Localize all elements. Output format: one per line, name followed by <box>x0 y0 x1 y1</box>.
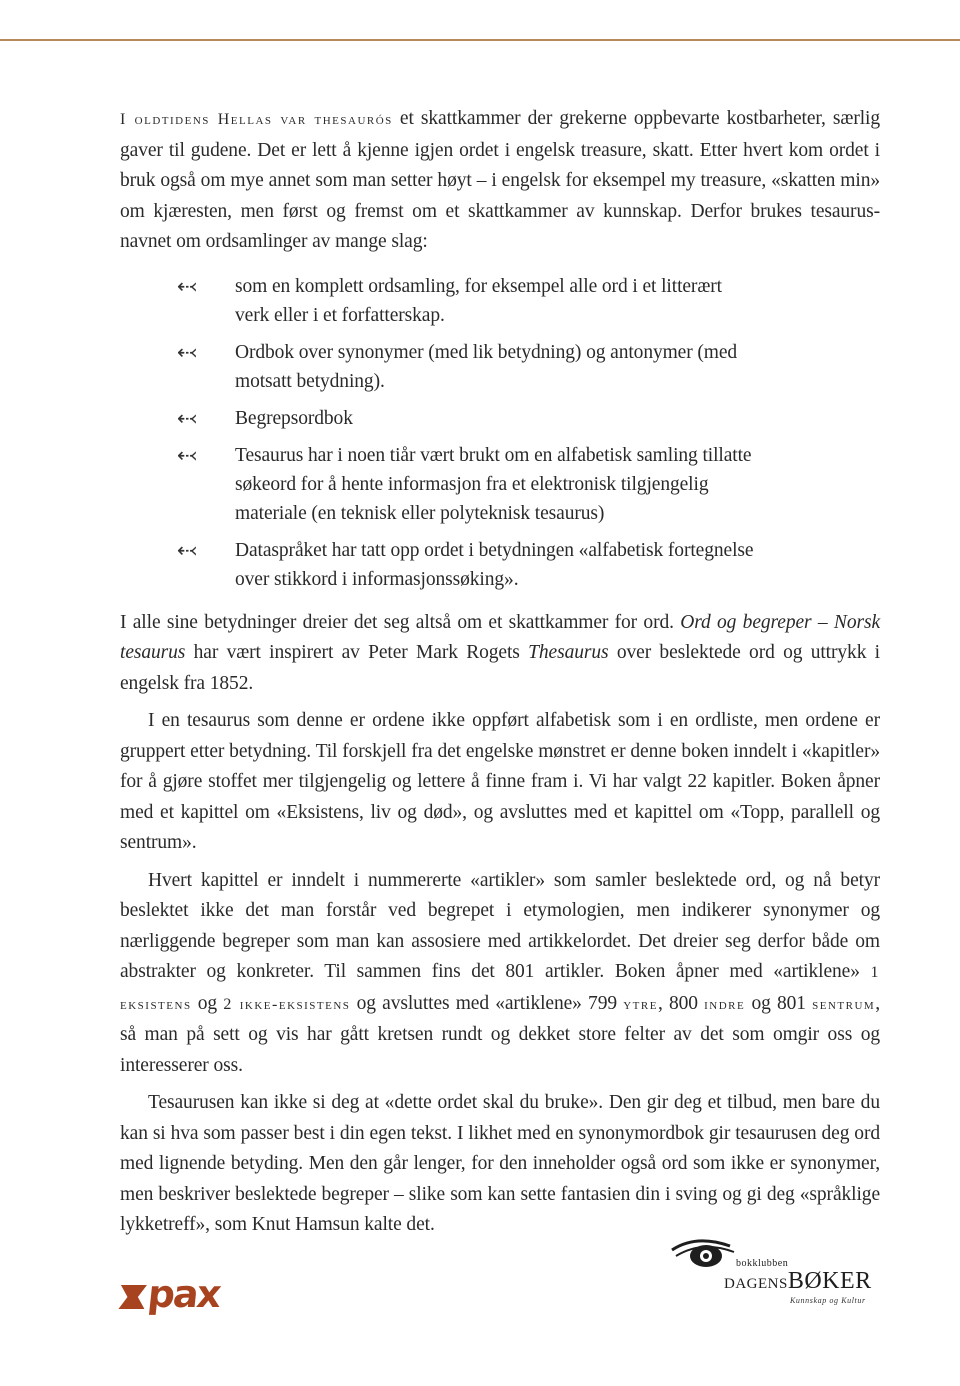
double-arrow-icon: ⇠‹ <box>177 537 194 562</box>
dagens-boker-logo <box>668 1232 878 1304</box>
paragraph-offer: Tesaurusen kan ikke si deg at «dette ordet skal du bruke». Den gir deg et tilbud, men bare du kan si hva som passer best i din egen tekst. I likhet med en synonymordbok gir tesaurusen deg ord med lignende betyding. Men den går lenger, for den inneholder også ord som ikke er synonymer, men beskriver beslektede begreper – slike som kan sette fantasien din i sving og gi deg «språklige lykketreff», som Knut Hamsun kalte det. <box>120 1092 880 1235</box>
double-arrow-icon: ⇠‹ <box>177 442 194 467</box>
list-item: ⇠‹ Dataspråket har tatt opp ordet i betydningen «alfabetisk fortegnelse over stikkord i informasjonssøking». <box>177 537 754 590</box>
paragraph-roget: I alle sine betydninger dreier det seg altså om et skattkammer for ord. Ord og begreper – Norsk tesaurus har vært inspirert av Peter Mark Rogets Thesaurus over beslektede ord og uttrykk i engelsk fra 1852. <box>120 611 881 694</box>
list-item: ⇠‹ Tesaurus har i noen tiår vært brukt om en alfabetisk samling tillatte søkeord for å hente informasjon fra et elektronisk tilgjengelig materiale (en teknisk eller polyteknisk tesaurus) <box>177 442 752 524</box>
book-title: Ord og begreper – Norsk tesaurus <box>120 611 880 663</box>
paragraph-chapters: I en tesaurus som denne er ordene ikke oppført alfabetisk som i en ordliste, men ordene er gruppert etter betydning. Til forskjell fra det engelske mønstret er denne boken inndelt i «kapitler» for å gjøre stoffet mer tilgjengelig og lettere å finne fram i. Vi har valgt 22 kapitler. Boken åpner med et kapittel om «Eksistens, liv og død», og avsluttes med et kapittel om «Topp, parallell og sentrum». <box>120 710 880 853</box>
intro-paragraph <box>120 104 880 258</box>
body-text <box>120 104 880 1241</box>
brand-tagline: Kunnskap og Kultur <box>790 1296 866 1305</box>
top-rule <box>0 39 960 41</box>
double-arrow-icon: ⇠‹ <box>177 405 194 430</box>
brand-name: DAGENSBØKER <box>724 1268 872 1294</box>
roget-title: Thesaurus <box>528 642 609 663</box>
double-arrow-icon: ⇠‹ <box>177 339 194 364</box>
list-item: ⇠‹ Begrepsordbok <box>120 404 880 433</box>
list-item: ⇠‹ som en komplett ordsamling, for eksempel alle ord i et litterært verk eller i et forfatterskap. <box>177 273 722 326</box>
pax-logo: pax <box>118 1272 222 1316</box>
club-label: bokklubben <box>736 1258 789 1269</box>
intro-rest: et skattkammer der grekerne oppbevarte kostbarheter, særlig gaver til gudene. Det er lett å kjenne igjen ordet i engelsk treasure, skatt. Etter hvert kom ordet i bruk også om mye annet som man setter høyt – i engelsk for eksempel my treasure, «skatten min» om kjæresten, men først og fremst om et skattkammer av kunnskap. Derfor brukes tesaurus-navnet om ordsamlinger av mange slag: <box>120 108 880 252</box>
list-item: ⇠‹ Ordbok over synonymer (med lik betydning) og antonymer (med motsatt betydning). <box>177 339 738 392</box>
intro-lead-caps: I oldtidens Hellas var thesaurós <box>120 111 393 128</box>
bullet-list <box>120 272 880 594</box>
double-arrow-icon: ⇠‹ <box>177 273 194 298</box>
pax-mark-icon <box>118 1285 147 1309</box>
paragraph-articles: Hvert kapittel er inndelt i nummererte «artikler» som samler beslektede ord, og nå betyr beslektet ikke det man forstår ved begrepet i etymologien, men indikerer synonymer og nærliggende begreper som man kan assosiere med artikkelordet. Det dreier seg derfor både om abstrakter og konkreter. Til sammen fins det 801 artikler. Boken åpner med «artiklene» 1 eksistens og 2 ikke-eksistens og avsluttes med «artiklene» 799 ytre, 800 indre og 801 sentrum, så man på sett og vis har gått kretsen rundt og dekket store felter av det som omgir oss og interesserer oss. <box>120 869 880 1076</box>
